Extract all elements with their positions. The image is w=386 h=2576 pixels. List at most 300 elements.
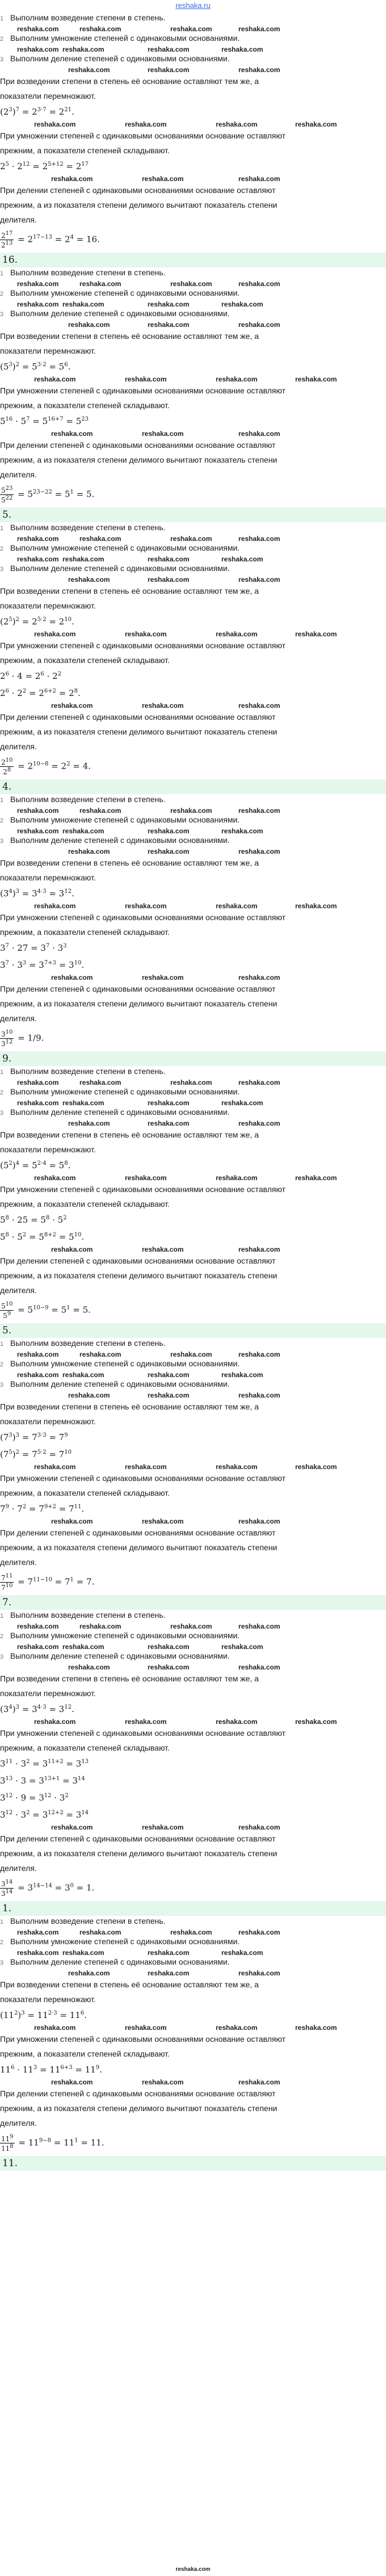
watermark: reshaka.com <box>221 1371 263 1379</box>
watermark: reshaka.com <box>238 430 280 438</box>
step-label: Выполним умножение степеней с одинаковыми основаниями. <box>10 815 240 824</box>
watermark: reshaka.com <box>62 300 104 308</box>
watermark: reshaka.com <box>17 807 59 815</box>
watermark: reshaka.com <box>170 807 212 815</box>
rule-text: делителя. <box>0 742 37 751</box>
watermark: reshaka.com <box>125 375 167 383</box>
step-number: 1 <box>0 1613 4 1620</box>
watermark: reshaka.com <box>295 630 337 638</box>
watermark: reshaka.com <box>238 321 280 329</box>
step-number: 1 <box>0 1919 4 1925</box>
watermark-row <box>0 2024 386 2032</box>
watermark-row <box>0 175 386 183</box>
rule-text: прежним, а показатели степеней складывают. <box>0 146 170 155</box>
answer-result: 11. <box>0 2156 386 2171</box>
step-item <box>0 543 386 555</box>
watermark: reshaka.com <box>295 1718 337 1726</box>
watermark: reshaka.com <box>17 25 59 33</box>
watermark: reshaka.com <box>221 45 263 53</box>
footer-watermark: reshaka.com <box>175 2566 211 2573</box>
watermark: reshaka.com <box>142 175 184 183</box>
watermark-row <box>0 974 386 981</box>
rule-text: При умножении степеней с одинаковыми основаниями основание оставляют <box>0 641 286 650</box>
step-item <box>0 1916 386 1928</box>
step-item <box>0 1610 386 1622</box>
math-expression: $5^{16} \cdot 5^7 = 5^{16+7} = 5^{23}$ <box>0 416 89 426</box>
watermark: reshaka.com <box>216 2024 258 2032</box>
watermark-row <box>0 300 386 308</box>
watermark: reshaka.com <box>295 120 337 128</box>
watermark: reshaka.com <box>17 280 59 288</box>
watermark: reshaka.com <box>34 120 76 128</box>
watermark: reshaka.com <box>148 1099 190 1107</box>
rule-text: При возведении степени в степень её основание оставляют тем же, а <box>0 332 259 341</box>
rule-text: показатели перемножают. <box>0 873 96 882</box>
watermark: reshaka.com <box>34 1174 76 1182</box>
math-expression: $(7^3)^3 = 7^{3\cdot 3} = 7^9$ <box>0 1432 68 1442</box>
watermark: reshaka.com <box>238 974 280 981</box>
step-item <box>0 53 386 66</box>
step-item <box>0 1651 386 1663</box>
watermark: reshaka.com <box>125 1463 167 1471</box>
answer-result: 9. <box>0 1051 386 1066</box>
division-expression: $\frac{2^{10}}{2^8}$ = $2^{10-8} = 2^2 = 4$. <box>1 757 91 776</box>
watermark: reshaka.com <box>216 1718 258 1726</box>
step-number: 2 <box>0 1361 4 1368</box>
math-expression: $3^7 \cdot 27 = 3^7 \cdot 3^3$ <box>0 943 67 953</box>
watermark: reshaka.com <box>148 66 190 74</box>
watermark: reshaka.com <box>148 1949 190 1957</box>
watermark: reshaka.com <box>62 1099 104 1107</box>
division-expression: $\frac{7^{11}}{7^{10}}$ = $7^{11-10} = 7^1 = 7$. <box>1 1573 95 1592</box>
rule-text: При умножении степеней с одинаковыми основаниями основание оставляют <box>0 1728 286 1738</box>
step-label: Выполним деление степеней с одинаковыми основаниями. <box>10 309 230 318</box>
step-number: 1 <box>0 797 4 804</box>
rule-text: прежним, а из показателя степени делимого вычитают показатель степени <box>0 727 278 736</box>
watermark: reshaka.com <box>238 1119 280 1127</box>
step-item <box>0 563 386 576</box>
step-item <box>0 835 386 848</box>
math-expression: $(3^4)^3 = 3^{4\cdot 3} = 3^{12}$. <box>0 1704 74 1714</box>
watermark-row <box>0 1079 386 1086</box>
step-number: 3 <box>0 838 4 845</box>
watermark: reshaka.com <box>62 1643 104 1651</box>
watermark: reshaka.com <box>79 807 121 815</box>
rule-text: прежним, а показатели степеней складывают. <box>0 928 170 937</box>
step-item <box>0 267 386 280</box>
watermark: reshaka.com <box>68 66 110 74</box>
rule-text: прежним, а из показателя степени делимого вычитают показатель степени <box>0 999 278 1008</box>
rule-text: При возведении степени в степень её основание оставляют тем же, а <box>0 1130 259 1139</box>
watermark: reshaka.com <box>17 1643 59 1651</box>
watermark: reshaka.com <box>216 120 258 128</box>
step-number: 2 <box>0 1633 4 1640</box>
math-expression: $3^{11} \cdot 3^2 = 3^{11+2} = 3^{13}$ <box>0 1759 89 1769</box>
watermark: reshaka.com <box>125 1174 167 1182</box>
rule-text: При умножении степеней с одинаковыми основаниями основание оставляют <box>0 1474 286 1483</box>
watermark: reshaka.com <box>34 630 76 638</box>
watermark: reshaka.com <box>62 555 104 563</box>
rule-text: делителя. <box>0 470 37 479</box>
watermark: reshaka.com <box>148 848 190 855</box>
math-expression: $(7^5)^2 = 7^{5\cdot 2} = 7^{10}$ <box>0 1449 72 1459</box>
solution-block <box>0 267 386 522</box>
rule-text: показатели перемножают. <box>0 91 96 100</box>
rule-text: показатели перемножают. <box>0 1145 96 1154</box>
answer-result: 7. <box>0 1595 386 1610</box>
math-expression: $5^8 \cdot 5^2 = 5^{8+2} = 5^{10}$. <box>0 1232 85 1242</box>
fraction: $\frac{5^{23}}{5^{22}}$ <box>1 485 13 504</box>
watermark: reshaka.com <box>34 2024 76 2032</box>
watermark: reshaka.com <box>34 902 76 910</box>
watermark: reshaka.com <box>216 902 258 910</box>
math-expression: $(2^3)^7 = 2^{3\cdot 7} = 2^{21}$. <box>0 107 74 117</box>
watermark: reshaka.com <box>148 1119 190 1127</box>
watermark: reshaka.com <box>62 1371 104 1379</box>
watermark-row <box>0 1663 386 1671</box>
watermark: reshaka.com <box>238 175 280 183</box>
division-expression: $\frac{3^{14}}{3^{14}}$ = $3^{14-14} = 3^0 = 1$. <box>1 1879 95 1898</box>
solution-block <box>0 1610 386 1916</box>
step-label: Выполним умножение степеней с одинаковыми основаниями. <box>10 1087 240 1096</box>
step-number: 3 <box>0 311 4 318</box>
watermark-row <box>0 576 386 584</box>
watermark: reshaka.com <box>51 702 93 710</box>
watermark: reshaka.com <box>295 1463 337 1471</box>
watermark: reshaka.com <box>238 1663 280 1671</box>
step-label: Выполним деление степеней с одинаковыми основаниями. <box>10 54 230 63</box>
watermark-row <box>0 66 386 74</box>
watermark: reshaka.com <box>148 827 190 835</box>
solution-block <box>0 1916 386 2171</box>
step-number: 1 <box>0 1341 4 1348</box>
watermark: reshaka.com <box>79 280 121 288</box>
rule-text: показатели перемножают. <box>0 601 96 610</box>
division-expression: $\frac{5^{10}}{5^9}$ = $5^{10-9} = 5^1 = 5$. <box>1 1301 91 1320</box>
rule-text: При умножении степеней с одинаковыми основаниями основание оставляют <box>0 2034 286 2044</box>
watermark-row <box>0 848 386 855</box>
watermark: reshaka.com <box>51 1823 93 1831</box>
step-item <box>0 33 386 45</box>
watermark: reshaka.com <box>238 1079 280 1086</box>
step-item <box>0 1936 386 1949</box>
step-number: 2 <box>0 36 4 43</box>
step-number: 3 <box>0 56 4 63</box>
watermark-row <box>0 1622 386 1630</box>
watermark: reshaka.com <box>238 1928 280 1936</box>
top-link[interactable]: reshaka.ru <box>175 1 211 10</box>
watermark-row <box>0 375 386 383</box>
watermark: reshaka.com <box>68 576 110 584</box>
rule-text: прежним, а показатели степеней складывают. <box>0 1199 170 1209</box>
watermark: reshaka.com <box>295 1174 337 1182</box>
watermark: reshaka.com <box>79 1928 121 1936</box>
watermark: reshaka.com <box>216 1174 258 1182</box>
watermark: reshaka.com <box>17 1949 59 1957</box>
math-expression: $5^8 \cdot 25 = 5^8 \cdot 5^2$ <box>0 1215 67 1225</box>
step-item <box>0 1630 386 1643</box>
step-label: Выполним возведение степени в степень. <box>10 1339 166 1348</box>
watermark: reshaka.com <box>148 300 190 308</box>
watermark: reshaka.com <box>68 1969 110 1977</box>
step-item <box>0 522 386 535</box>
math-expression: $3^{12} \cdot 9 = 3^{12} \cdot 3^2$ <box>0 1793 69 1803</box>
watermark-row <box>0 807 386 815</box>
rule-text: При возведении степени в степень её основание оставляют тем же, а <box>0 77 259 86</box>
step-label: Выполним умножение степеней с одинаковыми основаниями. <box>10 1359 240 1368</box>
step-label: Выполним деление степеней с одинаковыми основаниями. <box>10 1957 230 1966</box>
rule-text: прежним, а показатели степеней складывают. <box>0 656 170 665</box>
step-number: 2 <box>0 817 4 824</box>
math-expression: $(2^5)^2 = 2^{5\cdot 2} = 2^{10}$. <box>0 616 74 627</box>
step-label: Выполним возведение степени в степень. <box>10 13 166 22</box>
math-expression: $2^6 \cdot 2^2 = 2^{6+2} = 2^8$. <box>0 688 81 698</box>
math-expression: $7^9 \cdot 7^2 = 7^{9+2} = 7^{11}$. <box>0 1504 85 1514</box>
rule-text: прежним, а показатели степеней складывают. <box>0 2049 170 2058</box>
step-item <box>0 1338 386 1350</box>
step-item <box>0 288 386 300</box>
step-label: Выполним деление степеней с одинаковыми основаниями. <box>10 836 230 845</box>
watermark-row <box>0 1643 386 1651</box>
watermark: reshaka.com <box>238 1969 280 1977</box>
watermark: reshaka.com <box>238 1391 280 1399</box>
step-item <box>0 1086 386 1099</box>
rule-text: При делении степеней с одинаковыми основаниями основание оставляют <box>0 1528 276 1537</box>
step-number: 1 <box>0 525 4 532</box>
fraction: $\frac{2^{10}}{2^8}$ <box>1 757 13 776</box>
rule-text: При делении степеней с одинаковыми основаниями основание оставляют <box>0 1834 276 1843</box>
rule-text: показатели перемножают. <box>0 346 96 355</box>
watermark: reshaka.com <box>17 1928 59 1936</box>
rule-text: делителя. <box>0 1558 37 1567</box>
watermark-row <box>0 1099 386 1107</box>
fraction: $\frac{2^{17}}{2^{13}}$ <box>1 230 13 249</box>
watermark: reshaka.com <box>170 25 212 33</box>
rule-text: прежним, а из показателя степени делимого вычитают показатель степени <box>0 200 278 209</box>
watermark: reshaka.com <box>238 702 280 710</box>
watermark: reshaka.com <box>148 321 190 329</box>
watermark: reshaka.com <box>142 974 184 981</box>
watermark: reshaka.com <box>142 702 184 710</box>
watermark: reshaka.com <box>34 375 76 383</box>
rule-text: При возведении степени в степень её основание оставляют тем же, а <box>0 1402 259 1411</box>
step-item <box>0 1066 386 1079</box>
rule-text: делителя. <box>0 1286 37 1295</box>
watermark: reshaka.com <box>79 1622 121 1630</box>
rule-text: прежним, а показатели степеней складывают. <box>0 1488 170 1497</box>
watermark: reshaka.com <box>148 1371 190 1379</box>
watermark: reshaka.com <box>68 1119 110 1127</box>
step-label: Выполним деление степеней с одинаковыми основаниями. <box>10 1651 230 1660</box>
rule-text: прежним, а из показателя степени делимого вычитают показатель степени <box>0 2104 278 2113</box>
rule-text: При делении степеней с одинаковыми основаниями основание оставляют <box>0 440 276 450</box>
watermark: reshaka.com <box>238 280 280 288</box>
watermark-row <box>0 1928 386 1936</box>
watermark: reshaka.com <box>295 2024 337 2032</box>
watermark-row <box>0 1517 386 1525</box>
watermark-row <box>0 1174 386 1182</box>
rule-text: При возведении степени в степень её основание оставляют тем же, а <box>0 858 259 867</box>
watermark: reshaka.com <box>221 300 263 308</box>
watermark: reshaka.com <box>216 630 258 638</box>
watermark-row <box>0 1245 386 1253</box>
rule-text: При умножении степеней с одинаковыми основаниями основание оставляют <box>0 1185 286 1194</box>
watermark: reshaka.com <box>170 1350 212 1358</box>
watermark-row <box>0 2078 386 2086</box>
watermark: reshaka.com <box>238 1245 280 1253</box>
step-number: 3 <box>0 1110 4 1117</box>
watermark: reshaka.com <box>79 25 121 33</box>
rule-text: прежним, а из показателя степени делимого вычитают показатель степени <box>0 1271 278 1280</box>
watermark: reshaka.com <box>238 2078 280 2086</box>
step-item <box>0 1107 386 1119</box>
solution-block <box>0 522 386 794</box>
watermark: reshaka.com <box>34 1463 76 1471</box>
rule-text: При делении степеней с одинаковыми основаниями основание оставляют <box>0 984 276 993</box>
watermark-row <box>0 25 386 33</box>
step-label: Выполним возведение степени в степень. <box>10 795 166 804</box>
watermark: reshaka.com <box>238 848 280 855</box>
fraction: $\frac{7^{11}}{7^{10}}$ <box>1 1573 13 1592</box>
step-label: Выполним умножение степеней с одинаковыми основаниями. <box>10 543 240 552</box>
watermark: reshaka.com <box>221 1643 263 1651</box>
step-label: Выполним возведение степени в степень. <box>10 1067 166 1076</box>
watermark: reshaka.com <box>295 375 337 383</box>
answer-result: 5. <box>0 507 386 522</box>
rule-text: показатели перемножают. <box>0 1995 96 2004</box>
math-expression: $3^7 \cdot 3^3 = 3^{7+3} = 3^{10}$. <box>0 960 85 970</box>
rule-text: При умножении степеней с одинаковыми основаниями основание оставляют <box>0 386 286 395</box>
watermark: reshaka.com <box>125 630 167 638</box>
watermark-row <box>0 555 386 563</box>
watermark: reshaka.com <box>17 1350 59 1358</box>
watermark: reshaka.com <box>17 1622 59 1630</box>
watermark: reshaka.com <box>238 25 280 33</box>
math-expression: $(5^3)^2 = 5^{3\cdot 2} = 5^6$. <box>0 362 71 372</box>
watermark-row <box>0 827 386 835</box>
step-number: 3 <box>0 566 4 573</box>
solution-block <box>0 1066 386 1338</box>
watermark: reshaka.com <box>17 1079 59 1086</box>
watermark: reshaka.com <box>295 902 337 910</box>
watermark-row <box>0 321 386 329</box>
watermark: reshaka.com <box>62 1949 104 1957</box>
step-label: Выполним умножение степеней с одинаковыми основаниями. <box>10 1631 240 1640</box>
watermark: reshaka.com <box>148 576 190 584</box>
watermark: reshaka.com <box>238 1622 280 1630</box>
rule-text: При делении степеней с одинаковыми основаниями основание оставляют <box>0 712 276 721</box>
watermark: reshaka.com <box>17 555 59 563</box>
watermark: reshaka.com <box>170 1079 212 1086</box>
watermark: reshaka.com <box>238 1350 280 1358</box>
watermark: reshaka.com <box>68 321 110 329</box>
step-label: Выполним возведение степени в степень. <box>10 268 166 277</box>
rule-text: прежним, а показатели степеней складывают. <box>0 401 170 410</box>
watermark: reshaka.com <box>142 1823 184 1831</box>
watermark-row <box>0 1949 386 1957</box>
step-number: 1 <box>0 270 4 277</box>
rule-text: показатели перемножают. <box>0 1417 96 1426</box>
watermark: reshaka.com <box>221 827 263 835</box>
watermark: reshaka.com <box>148 555 190 563</box>
watermark: reshaka.com <box>17 827 59 835</box>
answer-result: 5. <box>0 1323 386 1338</box>
math-expression: $2^5 \cdot 2^{12} = 2^{5+12} = 2^{17}$ <box>0 161 89 171</box>
watermark: reshaka.com <box>221 555 263 563</box>
watermark: reshaka.com <box>221 1949 263 1957</box>
step-item <box>0 1358 386 1371</box>
step-label: Выполним деление степеней с одинаковыми основаниями. <box>10 1107 230 1117</box>
watermark: reshaka.com <box>142 1245 184 1253</box>
watermark: reshaka.com <box>170 1928 212 1936</box>
step-number: 1 <box>0 15 4 22</box>
math-expression: $11^6 \cdot 11^3 = 11^{6+3} = 11^9$. <box>0 2065 102 2075</box>
watermark-row <box>0 1371 386 1379</box>
watermark-row <box>0 430 386 438</box>
rule-text: показатели перемножают. <box>0 1689 96 1698</box>
rule-text: При умножении степеней с одинаковыми основаниями основание оставляют <box>0 131 286 140</box>
fraction: $\frac{11^9}{11^8}$ <box>1 2134 14 2153</box>
rule-text: При делении степеней с одинаковыми основаниями основание оставляют <box>0 186 276 195</box>
watermark: reshaka.com <box>142 430 184 438</box>
rule-text: делителя. <box>0 1864 37 1873</box>
watermark-row <box>0 1969 386 1977</box>
watermark: reshaka.com <box>34 1718 76 1726</box>
watermark: reshaka.com <box>68 1663 110 1671</box>
watermark: reshaka.com <box>51 974 93 981</box>
watermark: reshaka.com <box>148 1391 190 1399</box>
math-expression: $(3^4)^3 = 3^{4\cdot 3} = 3^{12}$. <box>0 888 74 899</box>
watermark-row <box>0 1119 386 1127</box>
step-number: 3 <box>0 1382 4 1388</box>
watermark-row <box>0 1463 386 1471</box>
step-number: 1 <box>0 1069 4 1076</box>
step-label: Выполним возведение степени в степень. <box>10 523 166 532</box>
watermark: reshaka.com <box>62 45 104 53</box>
watermark: reshaka.com <box>142 1517 184 1525</box>
solution-block <box>0 794 386 1066</box>
watermark: reshaka.com <box>125 1718 167 1726</box>
watermark: reshaka.com <box>79 1350 121 1358</box>
rule-text: При возведении степени в степень её основание оставляют тем же, а <box>0 1674 259 1683</box>
watermark: reshaka.com <box>238 807 280 815</box>
rule-text: прежним, а показатели степеней складывают. <box>0 1743 170 1752</box>
rule-text: прежним, а из показателя степени делимого вычитают показатель степени <box>0 1849 278 1858</box>
watermark-row <box>0 1391 386 1399</box>
watermark: reshaka.com <box>216 375 258 383</box>
watermark: reshaka.com <box>17 535 59 543</box>
step-number: 2 <box>0 291 4 297</box>
solution-block <box>0 12 386 267</box>
watermark-row <box>0 1350 386 1358</box>
watermark: reshaka.com <box>125 902 167 910</box>
solution-block <box>0 1338 386 1610</box>
watermark: reshaka.com <box>68 1391 110 1399</box>
rule-text: При делении степеней с одинаковыми основаниями основание оставляют <box>0 1256 276 1265</box>
watermark: reshaka.com <box>170 535 212 543</box>
watermark-row <box>0 902 386 910</box>
step-number: 3 <box>0 1654 4 1660</box>
watermark-row <box>0 1718 386 1726</box>
watermark-row <box>0 45 386 53</box>
watermark: reshaka.com <box>216 1463 258 1471</box>
watermark: reshaka.com <box>79 535 121 543</box>
division-expression: $\frac{3^{10}}{3^{12}}$ = 1/9. <box>1 1029 44 1048</box>
watermark-row <box>0 702 386 710</box>
division-expression: $\frac{11^9}{11^8}$ = $11^{9-8} = 11^1 = 11$. <box>1 2134 104 2153</box>
rule-text: При умножении степеней с одинаковыми основаниями основание оставляют <box>0 913 286 922</box>
watermark: reshaka.com <box>62 827 104 835</box>
